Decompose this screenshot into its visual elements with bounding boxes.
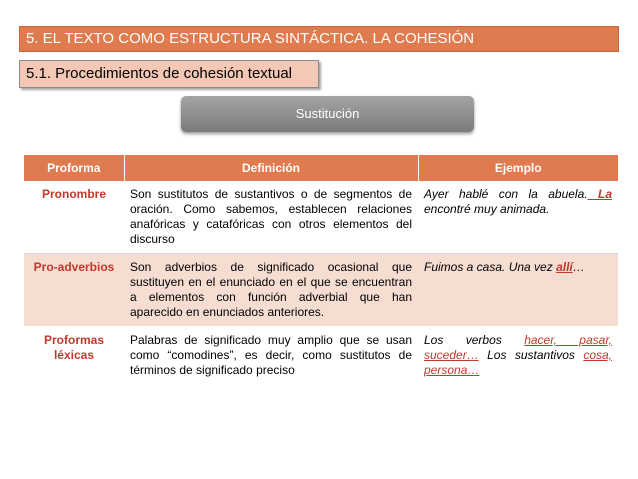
definition-cell: Son adverbios de significado ocasional que sustituyen en el enunciado en el que se encuentran a elementos con función adverbial que han aparecido en enunciados anteriores. bbox=[124, 254, 418, 327]
example-cell bbox=[418, 327, 618, 385]
table-row bbox=[24, 181, 618, 254]
table-header-row bbox=[24, 155, 618, 181]
example-highlight: allí bbox=[556, 260, 573, 274]
table-row bbox=[24, 254, 618, 327]
header-proforma: Proforma bbox=[24, 155, 124, 181]
term-cell: Pronombre bbox=[24, 181, 124, 254]
example-highlight: La bbox=[587, 187, 612, 201]
sustitucion-label: Sustitución bbox=[181, 96, 474, 132]
header-ejemplo: Ejemplo bbox=[418, 155, 618, 181]
example-text: Los verbos bbox=[424, 333, 525, 347]
example-text: Ayer hablé con la abuela. bbox=[424, 187, 588, 201]
example-cell bbox=[418, 254, 618, 327]
example-rest: … bbox=[572, 260, 585, 274]
example-text: Los sustantivos bbox=[478, 348, 584, 362]
header-definicion: Definición bbox=[124, 155, 418, 181]
cohesion-table bbox=[24, 155, 618, 385]
example-cell bbox=[418, 181, 618, 254]
section-subtitle: 5.1. Procedimientos de cohesión textual bbox=[19, 60, 319, 88]
example-text: Fuimos a casa. Una vez bbox=[424, 260, 557, 274]
definition-cell: Palabras de significado muy amplio que se usan como “comodines”, es decir, como sustitutos de términos de significado preciso bbox=[124, 327, 418, 385]
definition-cell: Son sustitutos de sustantivos o de segmentos de oración. Como sabemos, establecen relaciones anafóricas y catafóricas con otros elementos del discurso bbox=[124, 181, 418, 254]
example-highlight: hacer, pasar, suceder… bbox=[424, 333, 612, 362]
term-cell: Proformas léxicas bbox=[24, 327, 124, 385]
table-row bbox=[24, 327, 618, 385]
term-cell: Pro-adverbios bbox=[24, 254, 124, 327]
example-rest: encontré muy animada. bbox=[424, 202, 550, 216]
example-highlight: cosa, persona… bbox=[424, 348, 612, 377]
slide-title: 5. EL TEXTO COMO ESTRUCTURA SINTÁCTICA. LA COHESIÓN bbox=[19, 26, 619, 52]
